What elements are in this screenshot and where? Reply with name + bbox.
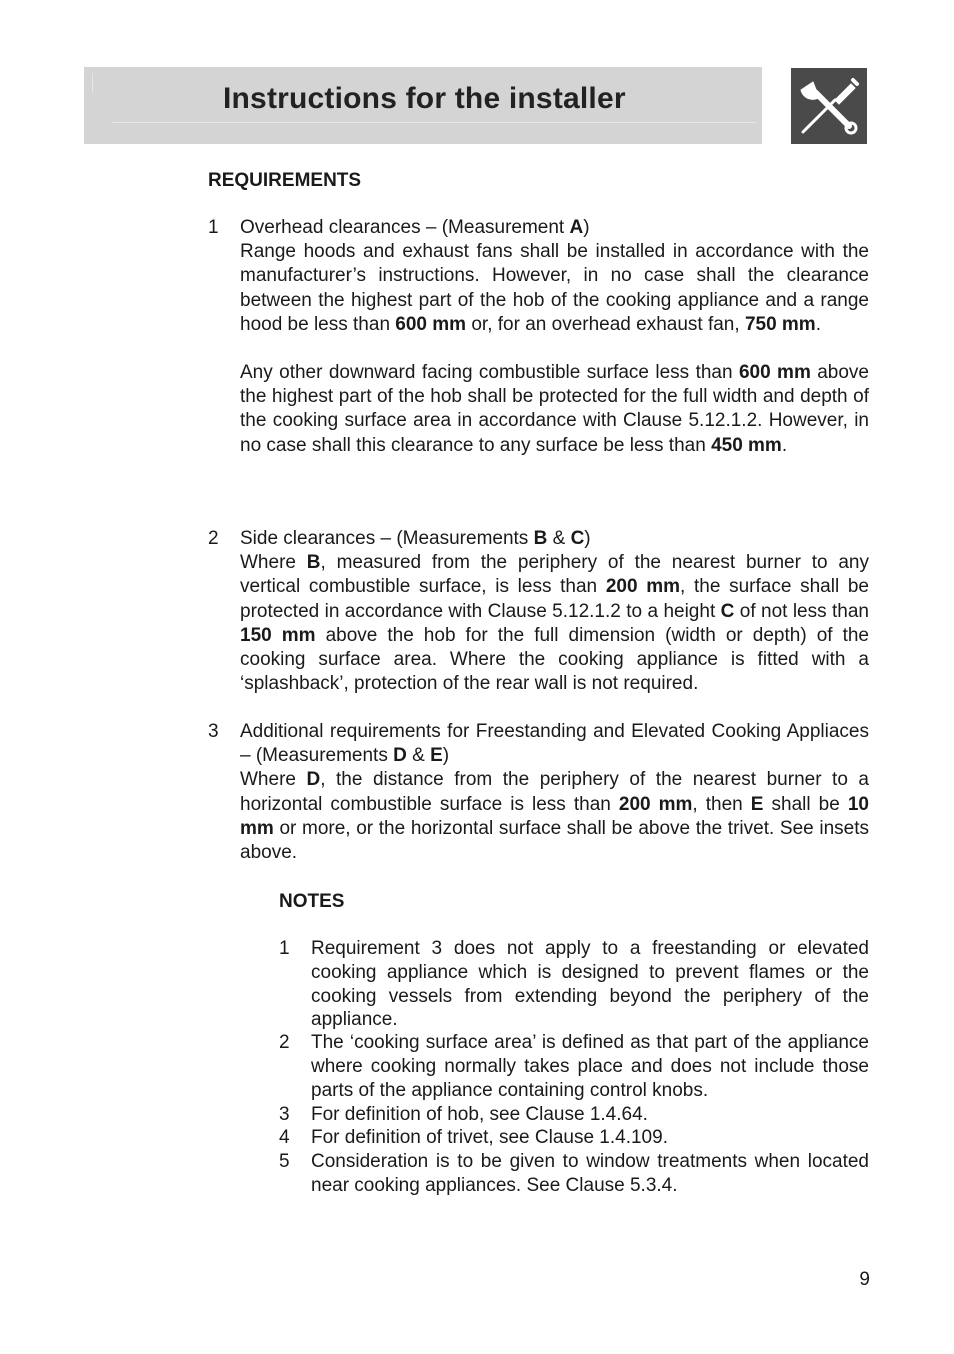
header-divider bbox=[112, 122, 756, 123]
note-item-2 bbox=[279, 1031, 869, 1102]
requirement-number: 2 bbox=[208, 528, 219, 549]
note-number: 5 bbox=[279, 1151, 290, 1172]
note-item-4 bbox=[279, 1126, 869, 1150]
note-number: 1 bbox=[279, 938, 290, 959]
note-item-5 bbox=[279, 1150, 869, 1198]
note-number: 3 bbox=[279, 1104, 290, 1125]
requirement-number: 3 bbox=[208, 721, 219, 742]
section-heading-notes: NOTES bbox=[279, 891, 345, 912]
header-accent-line bbox=[92, 73, 93, 93]
note-text: For definition of hob, see Clause 1.4.64. bbox=[311, 1104, 648, 1125]
requirement-item-2 bbox=[208, 527, 869, 696]
requirement-paragraph: Side clearances – (Measurements B & C) Where B, measured from the periphery of the nearest burner to any vertical combustible surface, is less than 200 mm, the surface shall be protected in accordance with Clause 5.12.1.2 to a height C of not less than 150 mm above the hob for the full dimension (width or depth) of the cooking surface area. Where the cooking appliance is fitted with a ‘splashback’, protection of the rear wall is not required. bbox=[240, 528, 869, 695]
section-heading-requirements: REQUIREMENTS bbox=[208, 170, 362, 191]
note-text: The ‘cooking surface area’ is defined as that part of the appliance where cooking normally takes place and does not include those parts of the appliance containing control knobs. bbox=[311, 1032, 869, 1101]
requirement-paragraph: Overhead clearances – (Measurement A) Range hoods and exhaust fans shall be installed in accordance with the manufacturer’s instructions. However, in no case shall the clearance between the highest part of the hob of the cooking appliance and a range hood be less than 600 mm or, for an overhead exhaust fan, 750 mm. bbox=[240, 217, 869, 335]
note-text: For definition of trivet, see Clause 1.4.109. bbox=[311, 1127, 668, 1148]
note-number: 2 bbox=[279, 1032, 290, 1053]
note-text: Requirement 3 does not apply to a freestanding or elevated cooking appliance which is designed to prevent flames or the cooking vessels from extending beyond the periphery of the appliance. bbox=[311, 938, 869, 1031]
note-number: 4 bbox=[279, 1127, 290, 1148]
page-number: 9 bbox=[859, 1269, 870, 1290]
wrench-screwdriver-icon bbox=[791, 68, 867, 144]
requirement-number: 1 bbox=[208, 217, 219, 238]
note-item-1 bbox=[279, 937, 869, 1032]
requirement-item-1 bbox=[208, 216, 869, 458]
requirement-item-3 bbox=[208, 720, 869, 865]
requirement-paragraph: Any other downward facing combustible surface less than 600 mm above the highest part of the hob shall be protected for the full width and depth of the cooking surface area in accordance with Clause 5.12.1.2. However, in no case shall this clearance to any surface be less than 450 mm. bbox=[240, 362, 870, 456]
note-item-3 bbox=[279, 1103, 869, 1127]
requirement-paragraph: Additional requirements for Freestanding and Elevated Cooking Appliaces – (Measurements D & E) Where D, the distance from the periphery of the nearest burner to a horizontal combustible surface is less than 200 mm, then E shall be 10 mm or more, or the horizontal surface shall be above the trivet. See insets above. bbox=[240, 721, 869, 864]
page-title: Instructions for the installer bbox=[223, 82, 626, 115]
note-text: Consideration is to be given to window treatments when located near cooking appliances. See Clause 5.3.4. bbox=[311, 1151, 869, 1196]
